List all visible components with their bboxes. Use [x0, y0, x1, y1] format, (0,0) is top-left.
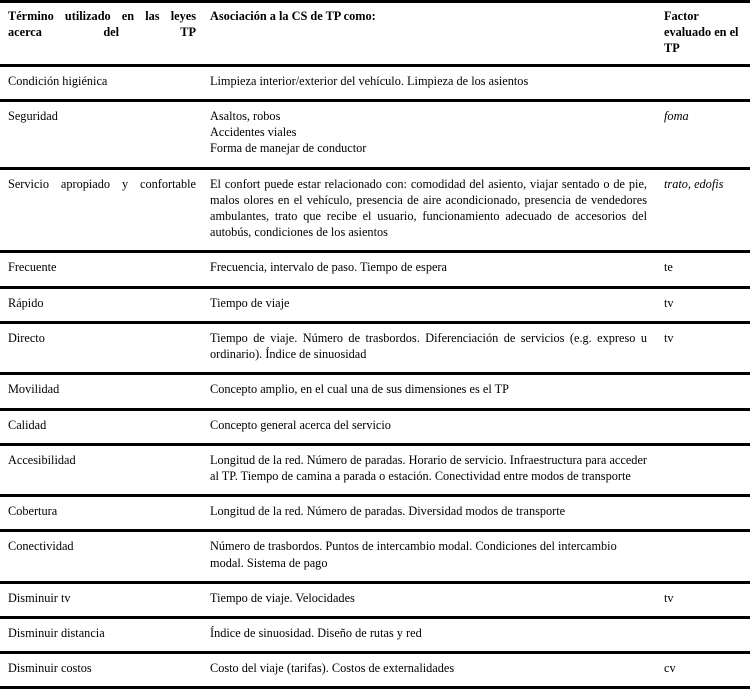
table-row: [0, 374, 750, 409]
cell-termino: Calidad: [0, 409, 205, 444]
table-row: [0, 287, 750, 322]
asociacion-line: Frecuencia, intervalo de paso. Tiempo de espera: [210, 260, 447, 275]
cell-asociacion: [205, 653, 657, 688]
asociacion-line: Concepto amplio, en el cual una de sus dimensiones es el TP: [210, 382, 509, 397]
cell-asociacion: El confort puede estar relacionado con: comodidad del asiento, viajar sentado o de pie, malos olores en el vehículo, presencia de aire acondicionado, presencia de vendedores ambulantes, trato que recibe el usuario, funcionamiento adecuado de accesorios del autobús, condiciones de los asientos: [205, 168, 657, 252]
table-row: [0, 531, 750, 582]
cell-asociacion: [205, 409, 657, 444]
cell-factor: tv: [657, 287, 750, 322]
cell-factor: [657, 374, 750, 409]
table-row: [0, 653, 750, 688]
column-header-asociacion: Asociación a la CS de TP como:: [205, 2, 657, 66]
cell-termino: Accesibilidad: [0, 444, 205, 495]
asociacion-line: Concepto general acerca del servicio: [210, 417, 391, 432]
cell-termino: Disminuir tv: [0, 582, 205, 617]
table-row: [0, 409, 750, 444]
table-row: [0, 618, 750, 653]
cell-asociacion: [205, 287, 657, 322]
asociacion-line: Accidentes viales: [210, 125, 297, 140]
cell-asociacion: [205, 100, 657, 168]
cell-asociacion: [205, 496, 657, 531]
cell-termino: Servicio apropiado y confortable: [0, 168, 205, 252]
cell-asociacion: [205, 322, 657, 373]
column-header-termino: Término utilizado en las leyes acerca del TP: [0, 2, 205, 66]
cell-asociacion: [205, 374, 657, 409]
cell-asociacion: [205, 618, 657, 653]
cell-termino: Directo: [0, 322, 205, 373]
table-row: [0, 168, 750, 252]
cell-factor: [657, 531, 750, 582]
cell-termino: Rápido: [0, 287, 205, 322]
cell-asociacion: [205, 252, 657, 287]
cell-asociacion: Longitud de la red. Número de paradas. Horario de servicio. Infraestructura para acceder al TP. Tiempo de camina a parada o estación. Conectividad entre modos de transporte: [205, 444, 657, 495]
cell-termino: Condición higiénica: [0, 65, 205, 100]
cell-termino: Frecuente: [0, 252, 205, 287]
header-row: [0, 2, 750, 66]
cell-termino: Disminuir distancia: [0, 618, 205, 653]
cell-factor: tv: [657, 582, 750, 617]
cell-factor: [657, 65, 750, 100]
cell-factor: [657, 618, 750, 653]
cell-asociacion: [205, 582, 657, 617]
cell-factor: te: [657, 252, 750, 287]
asociacion-line: Costo del viaje (tarifas). Costos de externalidades: [210, 661, 455, 676]
table-row: [0, 444, 750, 495]
table-body: [0, 65, 750, 688]
table-row: [0, 496, 750, 531]
asociacion-line: Número de trasbordos. Puntos de intercambio modal. Condiciones del intercambio modal. Sistema de pago: [210, 539, 617, 570]
cell-factor: [657, 444, 750, 495]
asociacion-line: Limpieza interior/exterior del vehículo. Limpieza de los asientos: [210, 73, 529, 88]
asociacion-line: Longitud de la red. Número de paradas. Diversidad modos de transporte: [210, 504, 566, 519]
asociacion-line: Asaltos, robos: [210, 108, 281, 123]
column-header-factor: Factor evaluado en el TP: [657, 2, 750, 66]
cell-termino: Seguridad: [0, 100, 205, 168]
asociacion-line: Tiempo de viaje. Número de trasbordos. Diferenciación de servicios (e.g. expreso u ordinario). Índice de sinuosidad: [210, 330, 647, 362]
cell-factor: foma: [657, 100, 750, 168]
cell-termino: Cobertura: [0, 496, 205, 531]
table-row: [0, 100, 750, 168]
cell-termino: Disminuir costos: [0, 653, 205, 688]
table-row: [0, 322, 750, 373]
table-row: [0, 252, 750, 287]
table-row: [0, 582, 750, 617]
cell-termino: Movilidad: [0, 374, 205, 409]
cell-factor: [657, 496, 750, 531]
cell-factor: [657, 409, 750, 444]
cell-factor: trato, edofis: [657, 168, 750, 252]
cell-asociacion: [205, 65, 657, 100]
asociacion-line: Índice de sinuosidad. Diseño de rutas y red: [210, 626, 422, 641]
cell-factor: tv: [657, 322, 750, 373]
asociacion-line: Tiempo de viaje: [210, 295, 290, 310]
cell-termino: Conectividad: [0, 531, 205, 582]
table-row: [0, 65, 750, 100]
asociacion-line: Forma de manejar de conductor: [210, 141, 367, 156]
cell-asociacion: [205, 531, 657, 582]
cell-factor: cv: [657, 653, 750, 688]
asociacion-line: Tiempo de viaje. Velocidades: [210, 590, 355, 605]
table-header: [0, 2, 750, 66]
